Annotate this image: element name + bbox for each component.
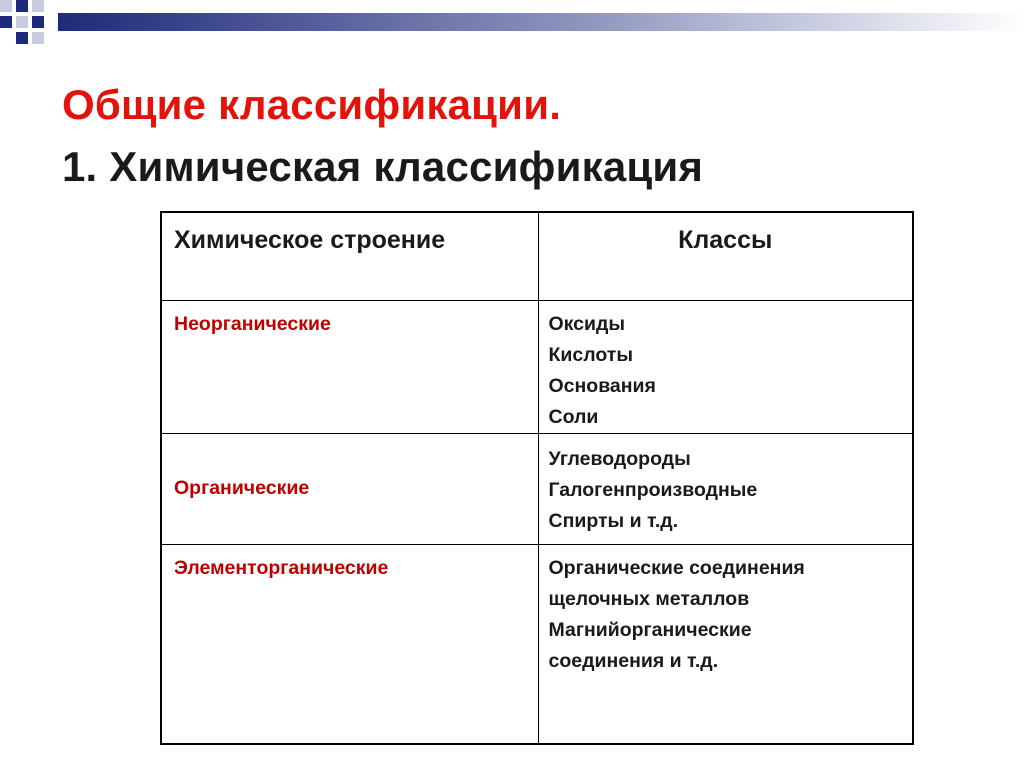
classes-elementorganic bbox=[538, 544, 913, 744]
classes-organic bbox=[538, 433, 913, 544]
category-elementorganic: Элементорганические bbox=[161, 544, 538, 744]
header-classes: Классы bbox=[538, 212, 913, 300]
category-organic: Органические bbox=[161, 433, 538, 544]
class-item: Углеводороды bbox=[548, 447, 691, 470]
table-row-elementorganic bbox=[161, 544, 913, 744]
decorative-header-bar bbox=[0, 0, 1024, 60]
header-structure: Химическое строение bbox=[161, 212, 538, 300]
class-item: Кислоты bbox=[548, 343, 633, 366]
classification-table bbox=[160, 211, 914, 745]
slide-title bbox=[62, 74, 703, 198]
class-item: щелочных металлов bbox=[548, 587, 750, 610]
class-item: Соли bbox=[548, 405, 599, 428]
classes-inorganic bbox=[538, 300, 913, 433]
table-header-row bbox=[161, 212, 913, 300]
class-item: Магнийорганические bbox=[548, 618, 752, 641]
class-item: Галогенпроизводные bbox=[548, 478, 758, 501]
table-row-organic bbox=[161, 433, 913, 544]
title-line-1: Общие классификации. bbox=[62, 81, 562, 128]
title-line-2: 1. Химическая классификация bbox=[62, 143, 704, 190]
class-item: Оксиды bbox=[548, 312, 626, 335]
category-inorganic: Неорганические bbox=[161, 300, 538, 433]
class-item: Основания bbox=[548, 374, 656, 397]
class-item: соединения и т.д. bbox=[548, 649, 719, 672]
class-item: Органические соединения bbox=[548, 556, 805, 579]
table-row-inorganic bbox=[161, 300, 913, 433]
class-item: Спирты и т.д. bbox=[548, 509, 679, 532]
